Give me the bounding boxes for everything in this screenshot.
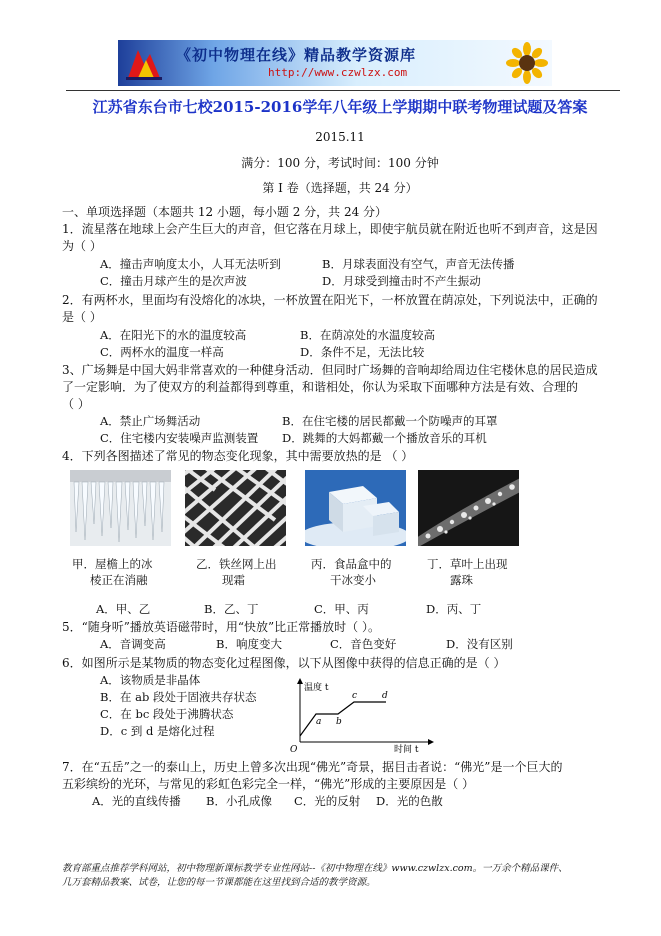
banner-title: 《初中物理在线》精品教学资源库 <box>176 46 417 64</box>
q5-option-a: A．音调变高 <box>100 637 166 651</box>
q2-option-d: D．条件不足，无法比较 <box>300 345 425 359</box>
q7-stem: 7．在“五岳”之一的泰山上，历史上曾多次出现“佛光”奇景，据目击者说：“佛光”是一个巨大的 <box>62 760 563 774</box>
q3-option-d: D．跳舞的大妈都戴一个播放音乐的耳机 <box>282 431 487 445</box>
q1-option-b: B．月球表面没有空气，声音无法传播 <box>322 257 515 271</box>
q1-option-c: C．撞击月球产生的是次声波 <box>100 274 247 288</box>
q4-stem: 4．下列各图描述了常见的物态变化现象，其中需要放热的是 （ ） <box>62 449 414 463</box>
q4-caption-b: 乙．铁丝网上出 <box>196 557 277 571</box>
score-line: 满分：100 分，考试时间：100 分钟 <box>241 156 439 170</box>
dew-grass-photo <box>418 470 519 546</box>
section-title: 第 I 卷（选择题，共 24 分） <box>262 181 418 195</box>
q6-stem: 6．如图所示是某物质的物态变化过程图像，以下从图像中获得的信息正确的是（ ） <box>62 656 506 670</box>
icicles-icon <box>70 470 171 546</box>
q5-option-c: C．音色变好 <box>330 637 397 651</box>
graph-point-c: c <box>352 691 358 701</box>
q7-option-d: D．光的色散 <box>376 794 443 808</box>
q4-option-a: A．甲、乙 <box>96 602 151 616</box>
exam-date: 2015.11 <box>315 130 365 144</box>
q6-option-d: D．c 到 d 是熔化过程 <box>100 724 215 738</box>
header-banner <box>118 40 552 86</box>
q4-caption-c-cont: 干冰变小 <box>330 573 376 587</box>
q5-option-b: B．响度变大 <box>216 637 282 651</box>
q4-option-d: D．丙、丁 <box>426 602 482 616</box>
q5-stem: 5．“随身听”播放英语磁带时，用“快放”比正常播放时（ ）。 <box>62 620 380 634</box>
q6-option-c: C．在 bc 段处于沸腾状态 <box>100 707 234 721</box>
part-title: 一、单项选择题（本题共 12 小题，每小题 2 分，共 24 分） <box>62 205 388 219</box>
q2-stem-cont: 是（ ） <box>62 310 102 324</box>
dry-ice-icon <box>305 470 406 546</box>
dry-ice-photo <box>305 470 406 546</box>
icicles-photo <box>70 470 171 546</box>
q1-stem: 1．流星落在地球上会产生巨大的声音，但它落在月球上，即使宇航员就在附近也听不到声音，这是因 <box>62 222 598 236</box>
q7-stem-cont: 五彩缤纷的光环，与常见的彩虹色彩完全一样，“佛光”形成的主要原因是（ ） <box>62 777 475 791</box>
site-logo-icon <box>124 44 164 82</box>
q3-stem-cont: 了一定影响．为了使双方的利益都得到尊重，和谐相处，你认为采取下面哪种方法是有效、合理的 <box>62 380 579 394</box>
q4-caption-b-cont: 现霜 <box>222 573 245 587</box>
q4-caption-d: 丁．草叶上出现 <box>427 557 508 571</box>
graph-point-a: a <box>316 717 322 727</box>
q5-option-d: D．没有区别 <box>446 637 513 651</box>
q4-option-c: C．甲、丙 <box>314 602 369 616</box>
q3-option-b: B．在住宅楼的居民都戴一个防噪声的耳罩 <box>282 414 498 428</box>
q6-option-b: B．在 ab 段处于固液共存状态 <box>100 690 257 704</box>
q7-option-c: C．光的反射 <box>294 794 361 808</box>
q3-stem-bracket: （ ） <box>62 397 90 411</box>
q1-option-a: A．撞击声响度太小，人耳无法听到 <box>100 257 281 271</box>
q1-stem-cont: 为（ ） <box>62 239 102 253</box>
graph-point-b: b <box>336 717 342 727</box>
banner-url[interactable]: http://www.czwlzx.com <box>268 66 408 79</box>
q2-stem: 2．有两杯水，里面均有没熔化的冰块，一杯放置在阳光下，一杯放置在荫凉处，下列说法中，正确的 <box>62 293 598 307</box>
sunflower-icon <box>506 42 548 84</box>
q2-option-b: B．在荫凉处的水温度较高 <box>300 328 435 342</box>
page-footer <box>62 862 622 890</box>
q3-option-a: A．禁止广场舞活动 <box>100 414 201 428</box>
q3-option-c: C．住宅楼内安装噪声监测装置 <box>100 431 259 445</box>
dew-drops-icon <box>418 470 519 546</box>
graph-ylabel: 温度 t <box>304 683 329 693</box>
q7-option-b: B．小孔成像 <box>206 794 272 808</box>
q4-caption-c: 丙．食品盒中的 <box>311 557 392 571</box>
q2-option-a: A．在阳光下的水的温度较高 <box>100 328 247 342</box>
q4-caption-a-cont: 棱正在消融 <box>90 573 148 587</box>
temperature-time-graph <box>286 678 436 754</box>
q4-caption-d-cont: 露珠 <box>450 573 473 587</box>
graph-point-d: d <box>382 691 388 701</box>
wire-mesh-icon <box>185 470 286 546</box>
graph-origin: O <box>290 745 298 754</box>
q4-option-b: B．乙、丁 <box>204 602 259 616</box>
header-divider <box>66 90 620 91</box>
graph-xlabel: 时间 t <box>394 745 419 754</box>
frost-mesh-photo <box>185 470 286 546</box>
footer-line-2: 几万套精品教案、试卷，让您的每一节课都能在这里找到合适的教学资源。 <box>62 877 376 888</box>
q2-option-c: C．两杯水的温度一样高 <box>100 345 224 359</box>
document-title: 江苏省东台市七校2015-2016学年八年级上学期期中联考物理试题及答案 <box>92 98 588 116</box>
q7-option-a: A．光的直线传播 <box>92 794 181 808</box>
q1-option-d: D．月球受到撞击时不产生振动 <box>322 274 481 288</box>
footer-line-1: 教育部重点推荐学科网站，初中物理新课标教学专业性网站--《初中物理在线》www.czwlzx.com。一万余个精品课件、 <box>62 863 568 874</box>
q6-option-a: A．该物质是非晶体 <box>100 673 201 687</box>
q4-caption-a: 甲．屋檐上的冰 <box>72 557 153 571</box>
q3-stem: 3、广场舞是中国大妈非常喜欢的一种健身活动．但同时广场舞的音响却给周边住宅楼休息的居民造成 <box>62 363 598 377</box>
